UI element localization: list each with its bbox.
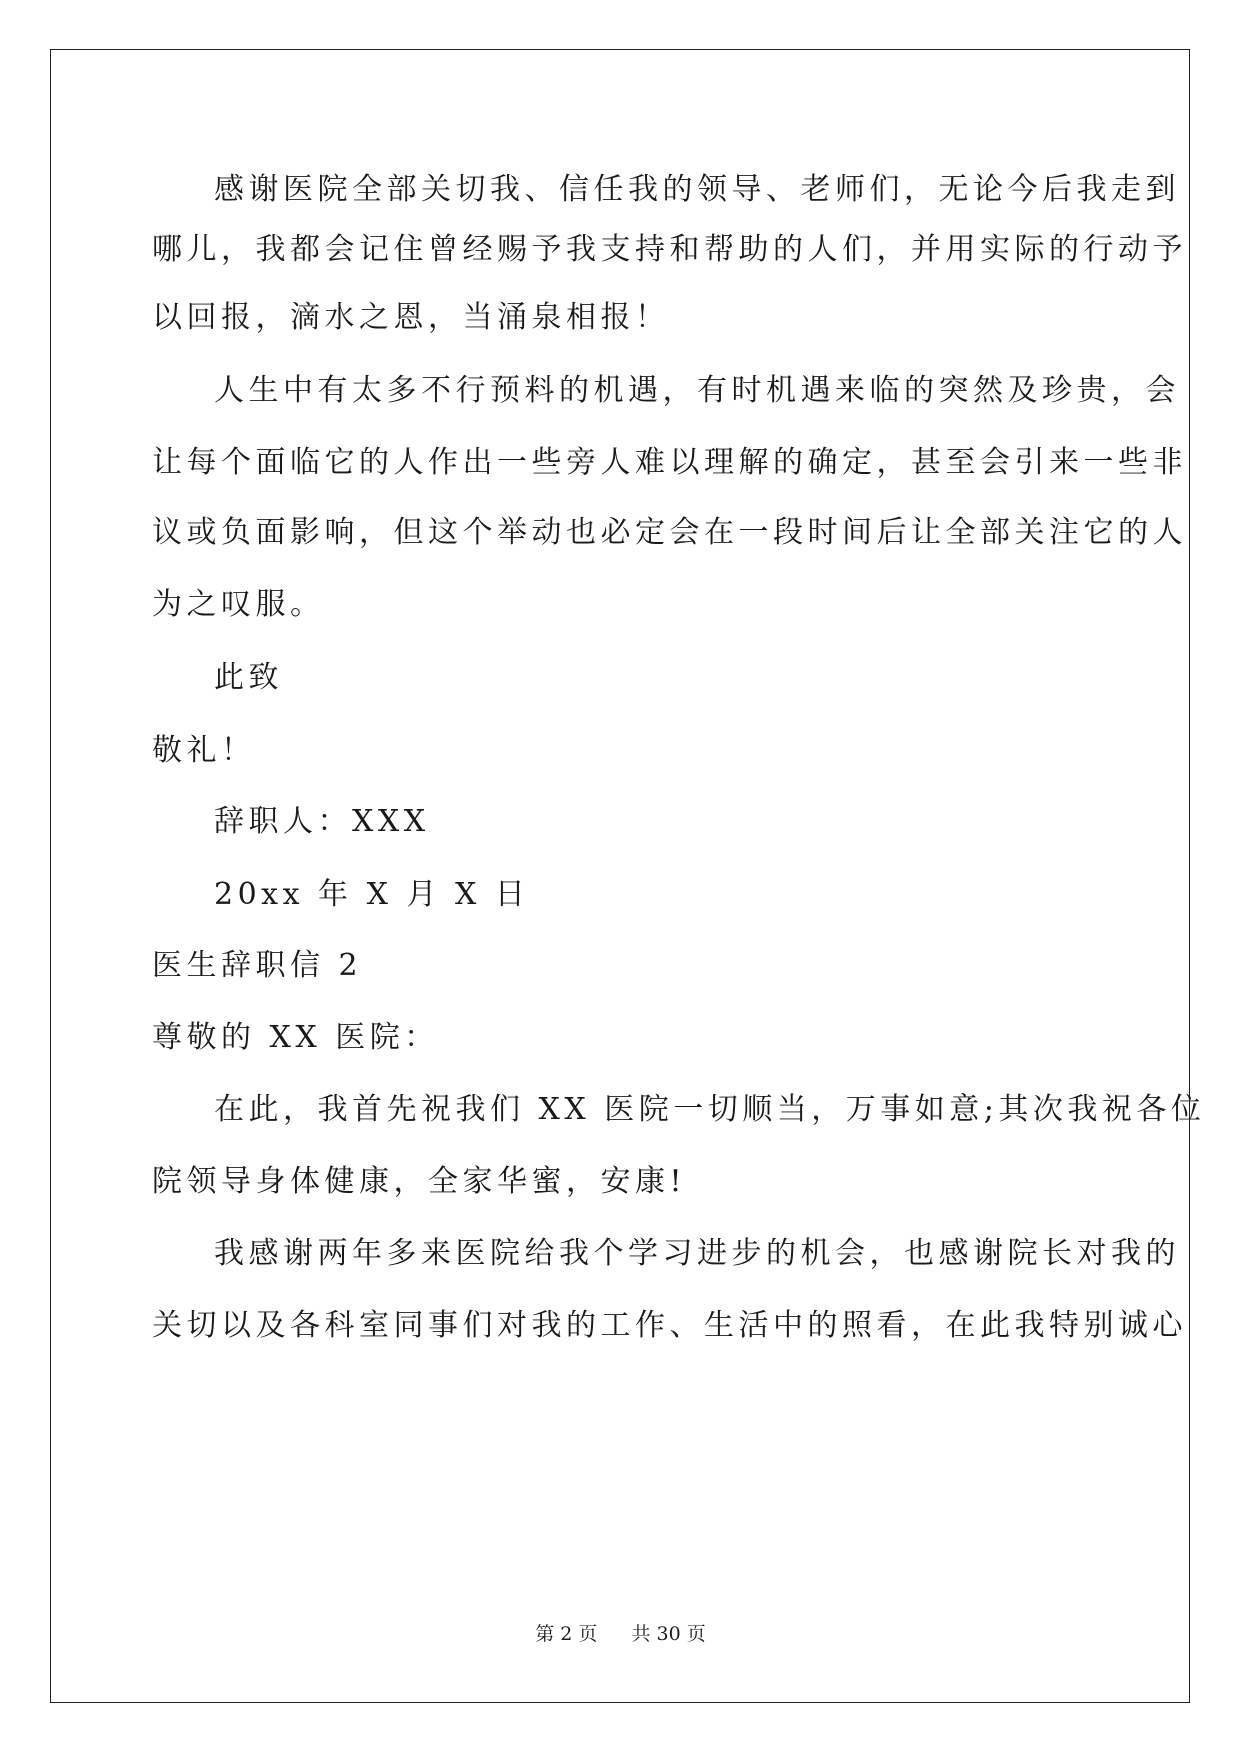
closing-regards: 敬礼！ xyxy=(152,733,256,768)
paragraph-line: 议或负面影响，但这个举动也必定会在一段时间后让全部关注它的人 xyxy=(152,515,1187,550)
paragraph-line: 我感谢两年多来医院给我个学习进步的机会，也感谢院长对我的 xyxy=(214,1236,1180,1271)
signature-date: 20xx 年 X 月 X 日 xyxy=(214,877,530,912)
paragraph-line: 院领导身体健康，全家华蜜，安康! xyxy=(152,1164,687,1199)
paragraph-line: 在此，我首先祝我们 XX 医院一切顺当，万事如意;其次我祝各位 xyxy=(214,1092,1206,1127)
paragraph-line: 感谢医院全部关切我、信任我的领导、老师们，无论今后我走到 xyxy=(214,172,1180,207)
page-number: 第 2 页 xyxy=(535,1623,598,1645)
page-footer xyxy=(0,1622,1241,1646)
section-title: 医生辞职信 2 xyxy=(152,948,363,983)
closing-salutation: 此致 xyxy=(214,660,283,695)
paragraph-line: 人生中有太多不行预料的机遇，有时机遇来临的突然及珍贵，会 xyxy=(214,373,1180,408)
paragraph-line: 让每个面临它的人作出一些旁人难以理解的确定，甚至会引来一些非 xyxy=(152,445,1187,480)
paragraph-line: 哪儿，我都会记住曾经赐予我支持和帮助的人们，并用实际的行动予 xyxy=(152,232,1187,267)
page-total: 共 30 页 xyxy=(631,1623,706,1645)
paragraph-line: 以回报，滴水之恩，当涌泉相报！ xyxy=(152,300,670,335)
signature-name: 辞职人：XXX xyxy=(214,804,430,839)
letter-greeting: 尊敬的 XX 医院： xyxy=(152,1020,439,1055)
paragraph-line: 关切以及各科室同事们对我的工作、生活中的照看，在此我特别诚心 xyxy=(152,1308,1187,1343)
paragraph-line: 为之叹服。 xyxy=(152,587,325,622)
